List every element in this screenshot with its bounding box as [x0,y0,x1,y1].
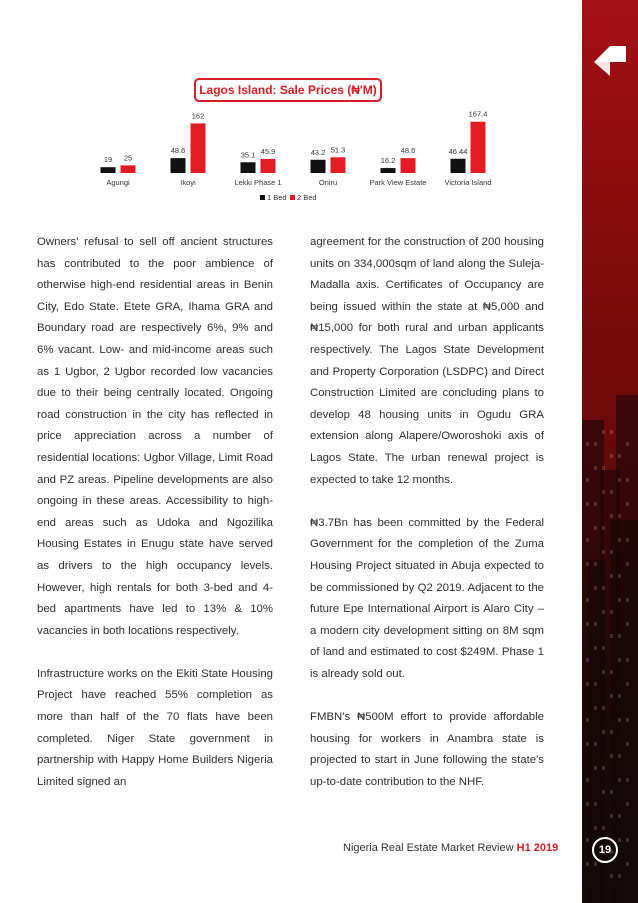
building-window [626,538,629,542]
building-window [602,550,605,554]
building-window [586,862,589,866]
building-window [618,538,621,542]
building-window [626,442,629,446]
building-window [602,586,605,590]
building-window [594,502,597,506]
building-window [586,682,589,686]
right-paragraph-2: ₦3.7Bn has been committed by the Federal Government for the completion of the Zuma Housing Project situated in Abuja expected to be commissioned by Q2 2019. Adjacent to the future Epe International Airport is Alaro City – a modern city development sitting on 8M sqm of land and estimated to cost $249M. Phase 1 is already sold out. [310,516,544,680]
legend-label: 1 Bed [267,193,287,202]
category-label: Park View Estate [369,178,427,187]
building-window [610,790,613,794]
bar-1bed-4 [381,168,396,173]
bar-2bed-2 [261,159,276,173]
page-number: 19 [592,837,618,863]
bar-2bed-0 [121,165,136,173]
data-label: 16.2 [380,156,396,166]
building-window [594,742,597,746]
building-window [594,442,597,446]
building-window [602,730,605,734]
building-window [602,610,605,614]
decorative-side-strip [582,0,638,903]
building-window [586,442,589,446]
building-window [594,766,597,770]
right-paragraph-3: FMBN's ₦500M effort to provide affordable housing for workers in Anambra state is projected to start in June following the state's up-to-date contribution to the NHF. [310,711,544,788]
building-window [586,802,589,806]
building-window [594,826,597,830]
chart-title: Lagos Island: Sale Prices (₦'M) [194,78,382,102]
building-window [586,598,589,602]
building-window [586,502,589,506]
building-window [594,466,597,470]
building-window [618,838,621,842]
building-window [618,658,621,662]
data-label: 45.9 [260,146,276,156]
bar-1bed-5 [451,159,466,173]
building-window [586,742,589,746]
building-window [626,562,629,566]
building-window [610,670,613,674]
footer [343,842,558,854]
building-window [618,874,621,878]
building-window [594,802,597,806]
building-window [602,790,605,794]
data-label: 25 [123,153,133,163]
data-label: 48.6 [170,146,186,156]
category-label: Ikoyi [180,178,196,187]
building-window [586,658,589,662]
building-window [610,610,613,614]
bar-1bed-3 [311,160,326,173]
building-window [610,550,613,554]
building-window [602,766,605,770]
right-paragraph-1: agreement for the construction of 200 housing units on 334,000sqm of land along the Suleja-Madalla axis. Certificates of Occupancy are being issued within the state at ₦5,000 and ₦15,000 for both rural and urban applicants respectively. The Lagos State Development and Property Corporation (LSDPC) and Direct Construction Limited are concluding plans to develop 48 housing units in Ogudu GRA extension along Alapere/Oworoshoki axis of Lagos State. The urban renewal project is expected to take 12 months. [310,236,544,486]
building-window [586,562,589,566]
building-window [602,430,605,434]
building-window [586,718,589,722]
building-window [610,754,613,758]
building-window [602,670,605,674]
left-paragraph-2: Infrastructure works on the Ekiti State Housing Project have reached 55% completion as more than half of the 70 flats have been completed. Niger State government in partnership with Happy Home Builders Nigeria Limited signed an [37,667,273,788]
building-window [618,634,621,638]
building-window [594,682,597,686]
bar-2bed-3 [331,157,346,173]
building-window [618,778,621,782]
category-label: Agungi [106,178,130,187]
building-window [594,526,597,530]
building-window [618,574,621,578]
building-window [594,622,597,626]
building-window [626,598,629,602]
building-window [626,478,629,482]
building-window [626,862,629,866]
bar-1bed-1 [171,158,186,173]
data-label: 43.2 [310,147,326,157]
building-window [618,514,621,518]
building-window [610,730,613,734]
right-column [310,232,544,815]
bar-1bed-2 [241,162,256,173]
building-window [586,538,589,542]
building-window [626,742,629,746]
bar-2bed-5 [471,122,486,173]
building-window [626,838,629,842]
building-window [626,682,629,686]
building-window [594,706,597,710]
building-window [610,814,613,818]
building-window [602,526,605,530]
building-window [594,586,597,590]
building-window [618,598,621,602]
building-window [626,658,629,662]
building-window [610,430,613,434]
data-label: 162 [191,111,205,121]
legend-label: 2 Bed [297,193,317,202]
data-label: 167.4 [468,109,488,119]
bar-1bed-0 [101,167,116,173]
data-label: 35.1 [240,150,256,160]
left-paragraph-1: Owners' refusal to sell off ancient structures has contributed to the poor ambience of otherwise high-end residential areas in Benin City, Edo State. Etete GRA, Ihama GRA and Boundary road are respectively 6%, 9% and 6% vacant. Low- and mid-income areas such as 1 Ugbor, 2 Ugbor recorded low vacancies due to their being centrally located. Ongoing road construction in the city has reflected in price appreciation across a number of residential locations: Ugbor Village, Limit Road and PZ areas. Pipeline developments are also ongoing in these areas. Accessibility to high-end areas such as Udoka and Ngozilika Housing Estates in Enugu state have served as drivers to the high occupancy levels. However, high rentals for both 3-bed and 4-bed apartments have led to 13% & 10% vacancies in both locations respectively. [37,236,273,637]
building-window [610,634,613,638]
building-window [586,478,589,482]
building-window [618,718,621,722]
building-window [586,778,589,782]
building-window [626,802,629,806]
sale-prices-chart [80,100,500,215]
building-window [626,778,629,782]
legend-swatch [260,195,265,200]
building-window [586,622,589,626]
building-window [610,694,613,698]
building-window [594,562,597,566]
publication-period: H1 2019 [516,842,559,854]
left-column [37,232,273,815]
building-window [626,622,629,626]
category-label: Victoria Island [444,178,492,187]
building-window [618,454,621,458]
building-window [626,502,629,506]
legend-swatch [290,195,295,200]
data-label: 48.6 [400,146,416,156]
building-window [594,646,597,650]
building-window [626,718,629,722]
bar-2bed-4 [401,158,416,173]
data-label: 19 [103,155,113,165]
building-window [610,514,613,518]
building-window [618,754,621,758]
building-window [618,814,621,818]
building-window [610,490,613,494]
building-window [610,874,613,878]
arrow-logo-icon [592,42,628,78]
building-window [602,466,605,470]
building-window [602,706,605,710]
data-label: 51.3 [330,145,346,155]
building-window [618,694,621,698]
bar-2bed-1 [191,123,206,173]
building-window [602,826,605,830]
category-label: Lekki Phase 1 [234,178,282,187]
building-window [586,838,589,842]
building-window [610,574,613,578]
building-window [610,454,613,458]
category-label: Oniru [318,178,338,187]
building-window [594,862,597,866]
building-window [602,646,605,650]
publication-title: Nigeria Real Estate Market Review [343,842,514,854]
building-window [602,490,605,494]
data-label: 46.44 [448,146,468,156]
building-window [618,478,621,482]
